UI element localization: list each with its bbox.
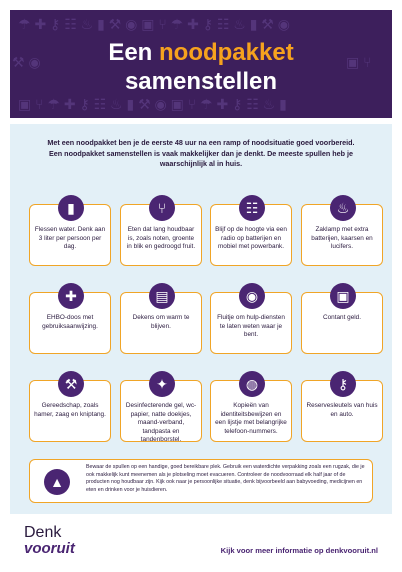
kit-item-card xyxy=(210,288,292,354)
kit-item-card xyxy=(120,288,202,354)
backpack-icon: ▲ xyxy=(44,469,70,495)
cutlery-icon: ⑂ xyxy=(149,195,175,221)
blanket-icon: ▤ xyxy=(149,283,175,309)
passport-icon: ◍ xyxy=(239,371,265,397)
title-highlight: noodpakket xyxy=(159,39,294,66)
kit-item-card xyxy=(29,288,111,354)
content-panel xyxy=(10,124,392,514)
kit-item-card xyxy=(120,376,202,443)
kit-item-card xyxy=(29,376,111,442)
kit-item-text: Kopieën van identiteitsbewijzen en een lijstje met belangrijke telefoon-nummers. xyxy=(215,402,287,435)
title-text: Een xyxy=(108,39,159,66)
water-bottle-icon: ▮ xyxy=(58,195,84,221)
pattern-icon: ▣ ⑂ ☂ ✚ ⚷ ☷ ♨ ▮ ⚒ ◉ ▣ ⑂ ☂ ✚ ⚷ ☷ ♨ ▮ xyxy=(18,96,287,112)
logo-line-1: Denk xyxy=(24,524,62,541)
intro-text: Met een noodpakket ben je de eerste 48 uur na een ramp of noodsituatie goed voorbereid. Een noodpakket samenstellen is vaak makkelijker dan je denkt. De meeste spullen heb je waarschijnlijk al in huis. xyxy=(47,138,355,168)
kit-item-text: Flessen water. Denk aan 3 liter per persoon per dag. xyxy=(34,226,106,250)
toolbox-icon: ⚒ xyxy=(58,371,84,397)
kit-item-card xyxy=(301,288,383,354)
page-title xyxy=(10,38,392,96)
radio-icon: ☷ xyxy=(239,195,265,221)
first-aid-icon: ✚ xyxy=(58,283,84,309)
kit-item-card xyxy=(29,200,111,266)
cash-icon: ▣ xyxy=(330,283,356,309)
kit-item-card xyxy=(301,200,383,266)
kit-item-text: Gereedschap, zoals hamer, zaag en kniptang. xyxy=(34,402,106,418)
kit-item-text: Zaklamp met extra batterijen, kaarsen en lucifers. xyxy=(311,226,373,250)
logo-line-2: vooruit xyxy=(24,540,75,557)
pattern-icon: ☂ ✚ ⚷ ☷ ♨ ▮ ⚒ ◉ ▣ ⑂ ☂ ✚ ⚷ ☷ ♨ ▮ ⚒ ◉ xyxy=(18,16,290,32)
kit-item-text: Desinfecterende gel, wc-papier, natte doekjes, maand-verband, tandpasta en tandenborstel. xyxy=(125,402,197,443)
candle-icon: ♨ xyxy=(330,195,356,221)
kit-item-card xyxy=(120,200,202,266)
kit-item-card xyxy=(210,376,292,442)
kit-item-text: Fluitje om hulp-diensten te laten weten waar je bent. xyxy=(217,314,285,338)
title-text: samenstellen xyxy=(124,68,278,95)
brand-logo xyxy=(24,524,75,557)
pattern-icon: ▣ ⑂ xyxy=(346,54,372,70)
keys-icon: ⚷ xyxy=(330,371,356,397)
kit-item-text: Blijf op de hoogte via een radio op batterijen en mobiel met powerbank. xyxy=(215,226,287,250)
pattern-icon: ⚒ ◉ xyxy=(12,54,41,70)
kit-item-text: Reservesleutels van huis en auto. xyxy=(306,402,378,418)
whistle-icon: ◉ xyxy=(239,283,265,309)
kit-item-text: Dekens om warm te blijven. xyxy=(132,314,190,330)
kit-item-card xyxy=(210,200,292,266)
sanitizer-icon: ✦ xyxy=(149,371,175,397)
kit-item-text: EHBO-doos met gebruiksaanwijzing. xyxy=(42,314,98,330)
info-link[interactable]: Kijk voor meer informatie op denkvooruit.nl xyxy=(220,546,378,555)
kit-item-text: Eten dat lang houdbaar is, zoals noten, groente in blik en gedroogd fruit. xyxy=(126,226,196,250)
kit-item-card xyxy=(301,376,383,442)
storage-note xyxy=(29,459,373,503)
note-text: Bewaar de spullen op een handige, goed bereikbare plek. Gebruik een waterdichte verpakking zoals een rugzak, die je ook makkelijk kunt meenemen als je plotseling moet evacueren. Controleer de noodvoorraad elk half jaar of de producten nog houdbaar zijn. Kijk ook naar je persoonlijke situatie, denk bijvoorbeeld aan babyvoeding, medicijnen en eten en drinken voor je huisdieren. xyxy=(86,464,365,493)
header-banner xyxy=(10,10,392,118)
kit-item-text: Contant geld. xyxy=(322,314,362,321)
